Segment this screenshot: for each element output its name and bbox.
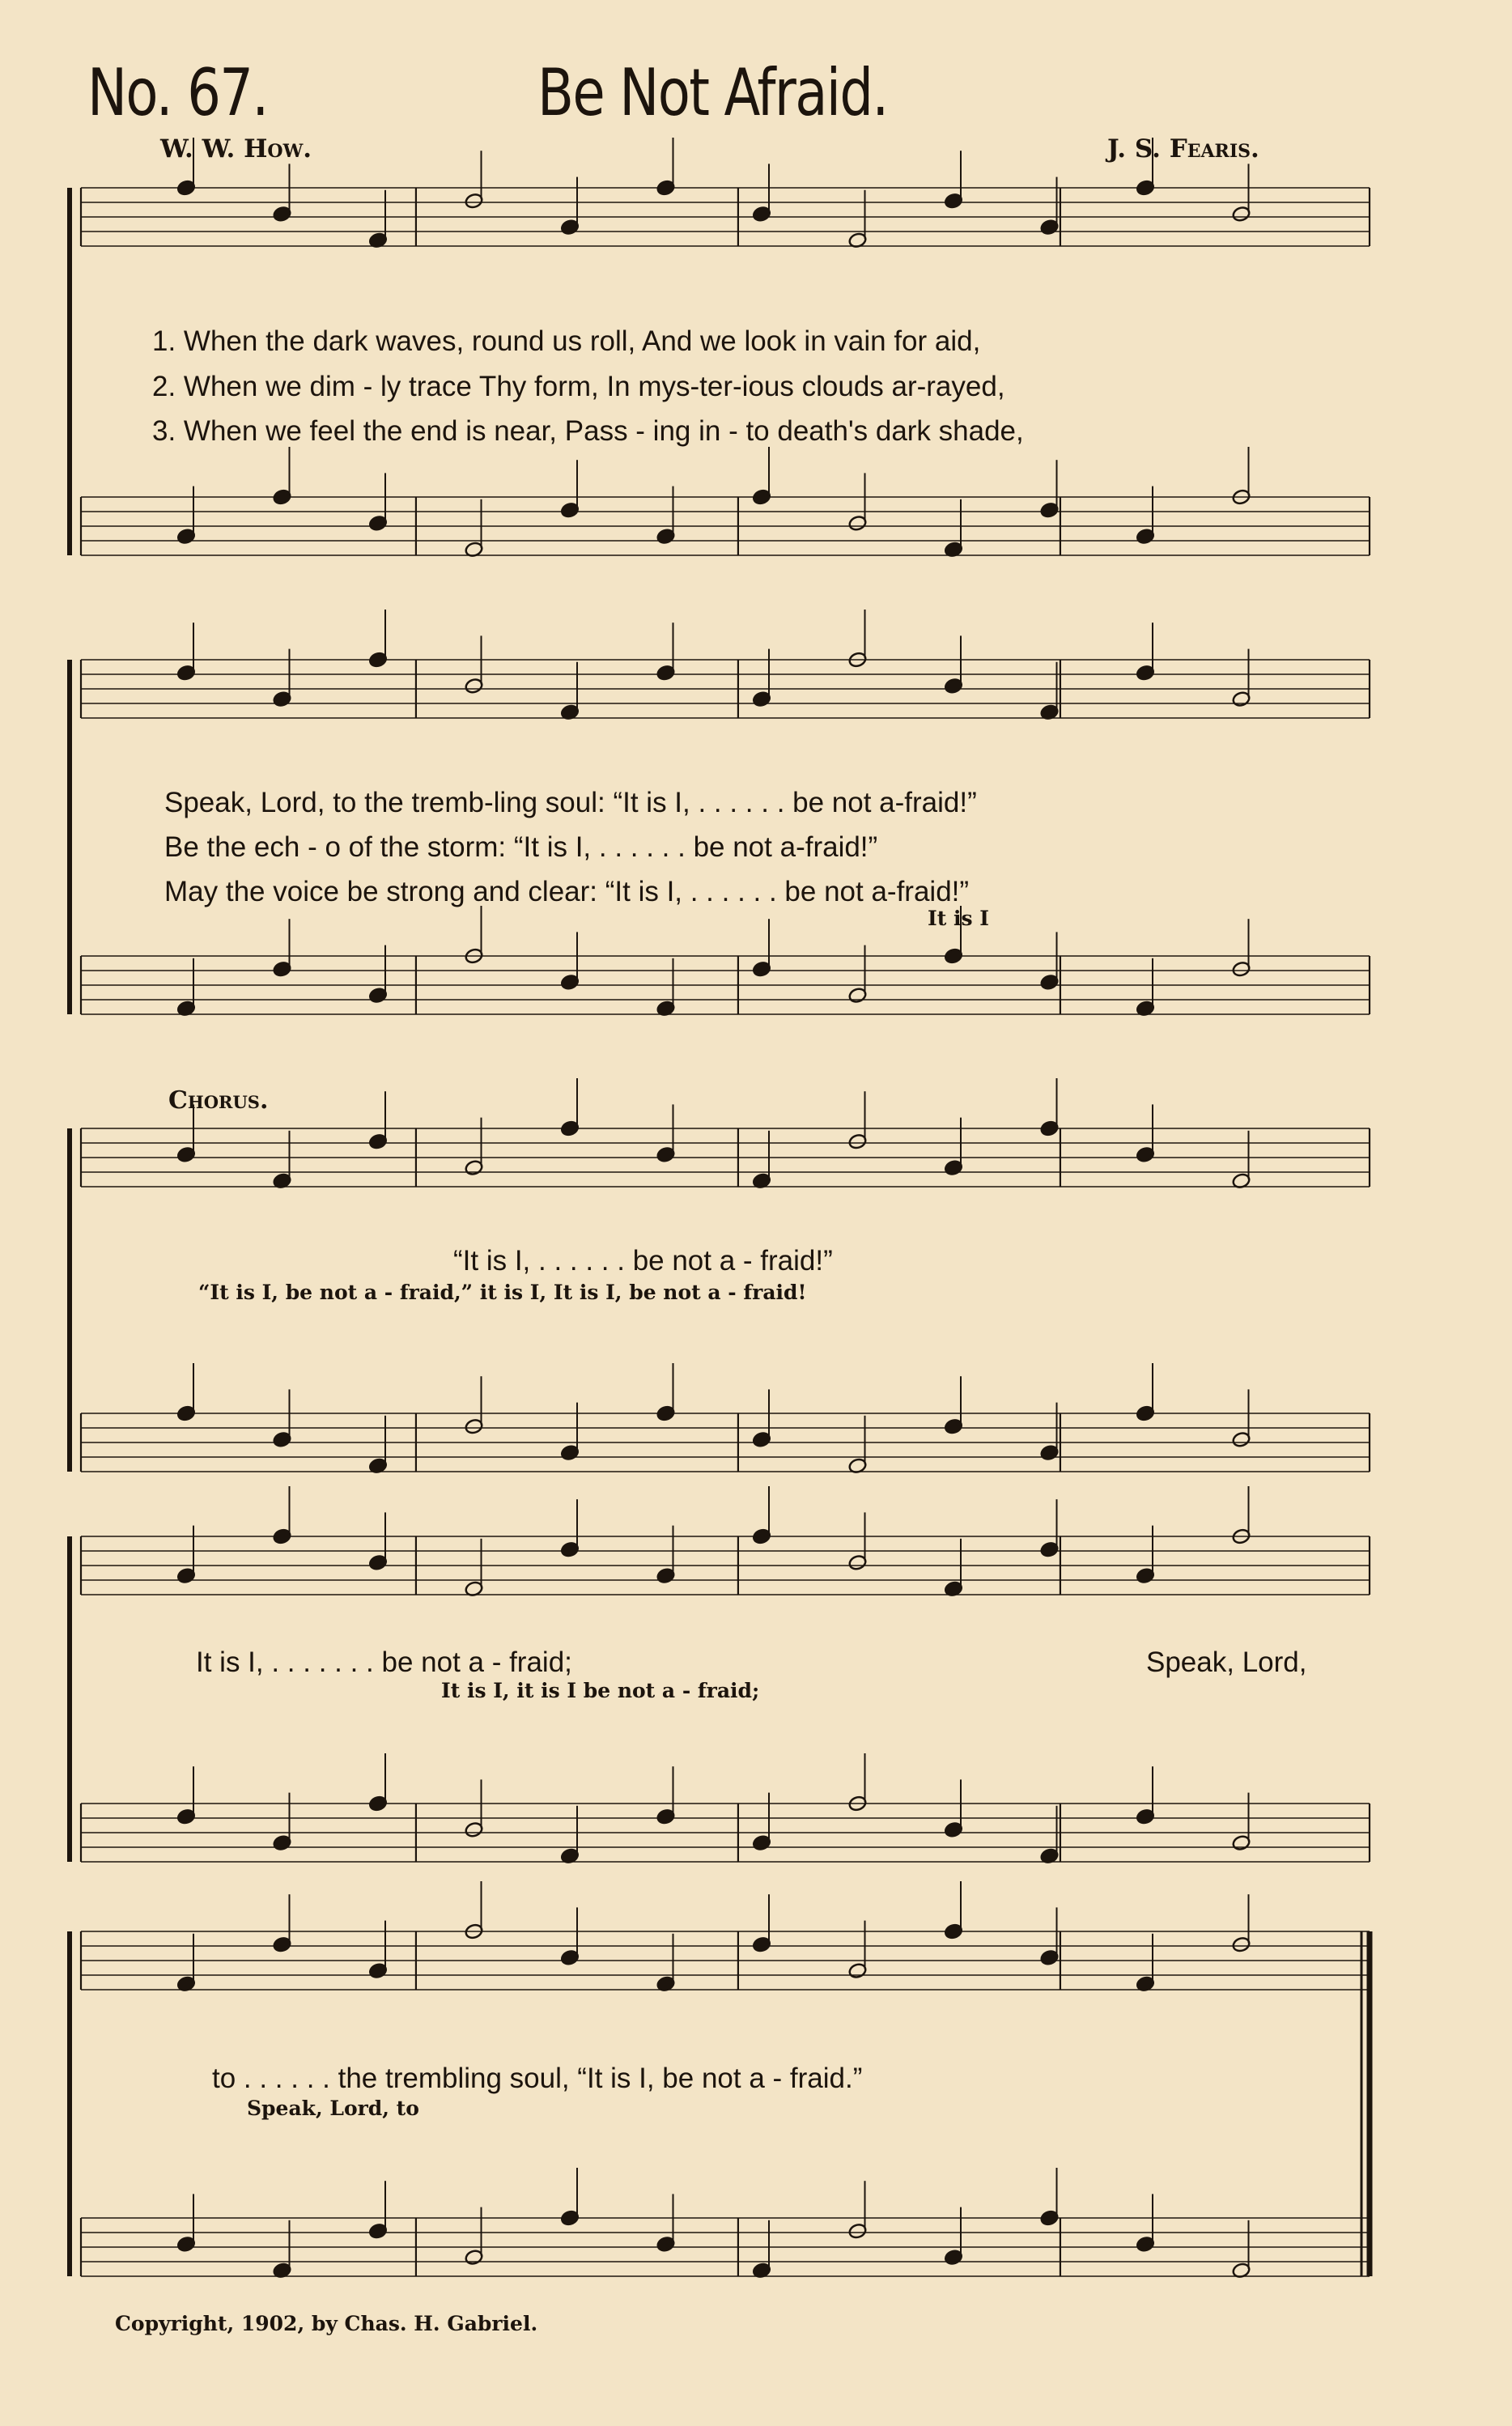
verse3-line2: May the voice be strong and clear: “It is I, . . . . . . be not a-fraid!” [164, 876, 970, 907]
chorus-line3-echo: Speak, Lord, to [247, 2097, 419, 2120]
verse2-line2: Be the ech - o of the storm: “It is I, . . . . . . be not a-fraid!” [164, 831, 878, 863]
chorus-label: Chorus. [168, 1086, 269, 1115]
verse3-line1: 3. When we feel the end is near, Pass - ing in - to death's dark shade, [152, 415, 1024, 447]
hymn-title: Be Not Afraid. [537, 55, 888, 130]
chorus-line3: to . . . . . . the trembling soul, “It is I, be not a - fraid.” [212, 2063, 863, 2094]
words-credit: W. W. How. [160, 134, 312, 164]
copyright-notice: Copyright, 1902, by Chas. H. Gabriel. [115, 2312, 538, 2335]
chorus-line2: It is I, . . . . . . . be not a - fraid; [196, 1646, 572, 1678]
music-credit: J. S. Fearis. [1107, 134, 1259, 164]
chorus-line2-echo: It is I, it is I be not a - fraid; [441, 1679, 760, 1702]
verse1-line1: 1. When the dark waves, round us roll, And we look in vain for aid, [152, 325, 981, 357]
chorus-line2-end: Speak, Lord, [1146, 1646, 1307, 1678]
chorus-line1: “It is I, . . . . . . be not a - fraid!” [453, 1245, 833, 1277]
verse1-line2: Speak, Lord, to the tremb-ling soul: “It is I, . . . . . . be not a-fraid!” [164, 787, 977, 818]
chorus-line1-bass: “It is I, be not a - fraid,” it is I, It is I, be not a - fraid! [198, 1281, 807, 1304]
hymn-number: No. 67. [87, 55, 268, 130]
verse-echo: It is I [928, 907, 989, 930]
verse2-line1: 2. When we dim - ly trace Thy form, In mys-ter-ious clouds ar-rayed, [152, 371, 1005, 402]
